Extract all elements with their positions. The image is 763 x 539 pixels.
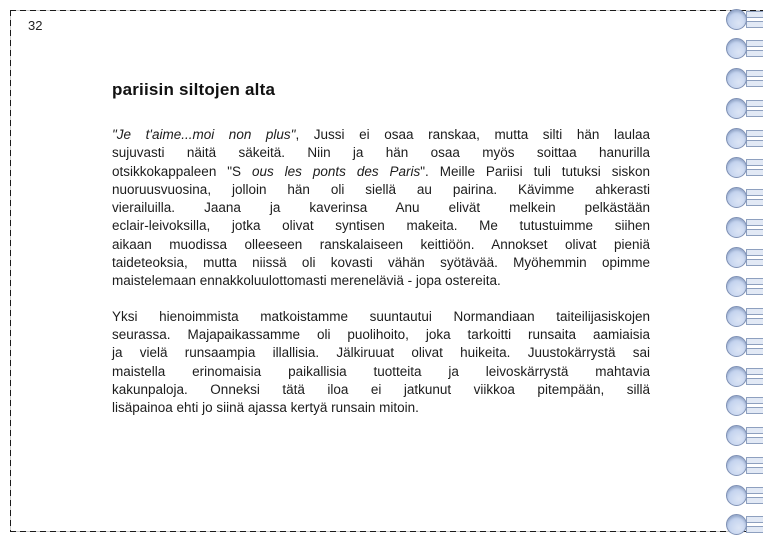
text-line: taideteoksia, mutta niissä oli kovasti vähän syötävää. Myöhemmin opimme xyxy=(112,255,650,271)
italic-quote: "Je t'aime...moi non plus" xyxy=(112,127,296,142)
page-border-bottom xyxy=(10,531,763,532)
text-line: eclair-leivoksilla, jotka olivat syntisen makeita. Me tutustuimme siihen xyxy=(112,218,650,234)
text-line: maistelemaan ennakkoluulottomasti mereneläviä - jopa ostereita. xyxy=(112,273,501,289)
ring-tab-icon xyxy=(746,467,763,474)
text-line xyxy=(112,126,650,144)
ring-tab-icon xyxy=(746,278,763,285)
binder-ring-icon xyxy=(726,9,763,30)
text-line: Yksi hienoimmista matkoistamme suuntautui Normandiaan taiteilijasiskojen xyxy=(112,308,650,324)
text-line xyxy=(112,163,650,181)
text-line: aikaan muodissa olleeseen ranskalaiseen keittiöön. Annokset olivat pieniä xyxy=(112,236,650,252)
ring-tab-icon xyxy=(746,70,763,77)
ring-ball-icon xyxy=(726,9,747,30)
ring-tab-icon xyxy=(746,397,763,404)
text-line: ja vielä runsaampia illallisia. Jälkiruuat olivat huikeita. Juustokärrystä sai xyxy=(112,345,650,361)
ring-tab-icon xyxy=(746,219,763,226)
ring-tab-icon xyxy=(746,338,763,345)
ring-tab-icon xyxy=(746,169,763,176)
binder-ring-icon xyxy=(726,98,763,119)
binder-ring-icon xyxy=(726,128,763,149)
article-title: pariisin siltojen alta xyxy=(112,80,276,99)
italic-quote: ous les ponts des Paris xyxy=(251,163,421,179)
ring-tab-icon xyxy=(746,308,763,315)
ring-tab-icon xyxy=(746,40,763,47)
ring-tab-icon xyxy=(746,457,763,464)
binder-ring-icon xyxy=(726,38,763,59)
binder-rings xyxy=(726,0,763,539)
ring-tab-icon xyxy=(746,487,763,494)
article xyxy=(112,80,650,417)
paragraph-1 xyxy=(112,126,650,291)
ring-tab-icon xyxy=(746,249,763,256)
ring-ball-icon xyxy=(726,128,747,149)
ring-tab-icon xyxy=(746,348,763,355)
ring-tab-icon xyxy=(746,140,763,147)
text-line: sujuvasti näitä säkeitä. Niin ja hän osaa myös soittaa hanurilla xyxy=(112,145,650,161)
ring-tab-icon xyxy=(746,80,763,87)
ring-tab-icon xyxy=(746,259,763,266)
ring-tab-icon xyxy=(746,130,763,137)
ring-ball-icon xyxy=(726,306,747,327)
ring-ball-icon xyxy=(726,247,747,268)
text-line: maistella erinomaisia paikallisia tuotteita ja leivoskärrystä mahtavia xyxy=(112,363,650,379)
binder-ring-icon xyxy=(726,455,763,476)
ring-tab-icon xyxy=(746,11,763,18)
ring-ball-icon xyxy=(726,68,747,89)
page-border-top xyxy=(10,10,763,11)
ring-ball-icon xyxy=(726,38,747,59)
binder-ring-icon xyxy=(726,306,763,327)
text-segment: otsikkokappaleen "S xyxy=(112,163,252,179)
text-line: kakunpaloja. Onneksi tätä iloa ei jatkunut viikkoa pitempään, sillä xyxy=(112,381,650,397)
ring-tab-icon xyxy=(746,189,763,196)
text-line: lisäpainoa ehti jo siinä ajassa kertyä runsain mitoin. xyxy=(112,400,419,416)
ring-ball-icon xyxy=(726,187,747,208)
ring-tab-icon xyxy=(746,288,763,295)
ring-ball-icon xyxy=(726,485,747,506)
binder-ring-icon xyxy=(726,366,763,387)
page-number: 32 xyxy=(28,18,43,33)
ring-ball-icon xyxy=(726,455,747,476)
binder-ring-icon xyxy=(726,336,763,357)
binder-ring-icon xyxy=(726,68,763,89)
page-border-left xyxy=(10,10,11,532)
binder-ring-icon xyxy=(726,514,763,535)
binder-ring-icon xyxy=(726,247,763,268)
ring-ball-icon xyxy=(726,336,747,357)
ring-tab-icon xyxy=(746,318,763,325)
binder-ring-icon xyxy=(726,276,763,297)
binder-ring-icon xyxy=(726,187,763,208)
text-line: seurassa. Majapaikassamme oli puolihoito, joka tarkoitti runsaita aamiaisia xyxy=(112,326,650,342)
binder-ring-icon xyxy=(726,395,763,416)
ring-tab-icon xyxy=(746,497,763,504)
ring-tab-icon xyxy=(746,199,763,206)
ring-ball-icon xyxy=(726,514,747,535)
ring-ball-icon xyxy=(726,395,747,416)
text-segment: , Jussi ei osaa ranskaa, mutta silti hän laulaa xyxy=(295,127,650,142)
ring-ball-icon xyxy=(726,217,747,238)
ring-ball-icon xyxy=(726,425,747,446)
ring-ball-icon xyxy=(726,276,747,297)
ring-tab-icon xyxy=(746,100,763,107)
ring-tab-icon xyxy=(746,368,763,375)
ring-ball-icon xyxy=(726,157,747,178)
ring-tab-icon xyxy=(746,50,763,57)
binder-ring-icon xyxy=(726,217,763,238)
ring-tab-icon xyxy=(746,229,763,236)
ring-tab-icon xyxy=(746,407,763,414)
paragraph-2 xyxy=(112,308,650,418)
ring-tab-icon xyxy=(746,21,763,28)
ring-ball-icon xyxy=(726,98,747,119)
text-segment: ". Meille Pariisi tuli tutuksi siskon xyxy=(420,163,650,179)
ring-tab-icon xyxy=(746,159,763,166)
ring-tab-icon xyxy=(746,110,763,117)
text-line: nuoruusvuosina, jolloin hän oli siellä au pairina. Kävimme ahkerasti xyxy=(112,181,650,197)
binder-ring-icon xyxy=(726,485,763,506)
ring-tab-icon xyxy=(746,526,763,533)
binder-ring-icon xyxy=(726,425,763,446)
ring-ball-icon xyxy=(726,366,747,387)
text-line: vierailuilla. Jaana ja kaverinsa Anu elivät melkein pelkästään xyxy=(112,200,650,216)
ring-tab-icon xyxy=(746,378,763,385)
ring-tab-icon xyxy=(746,437,763,444)
ring-tab-icon xyxy=(746,427,763,434)
binder-ring-icon xyxy=(726,157,763,178)
ring-tab-icon xyxy=(746,516,763,523)
